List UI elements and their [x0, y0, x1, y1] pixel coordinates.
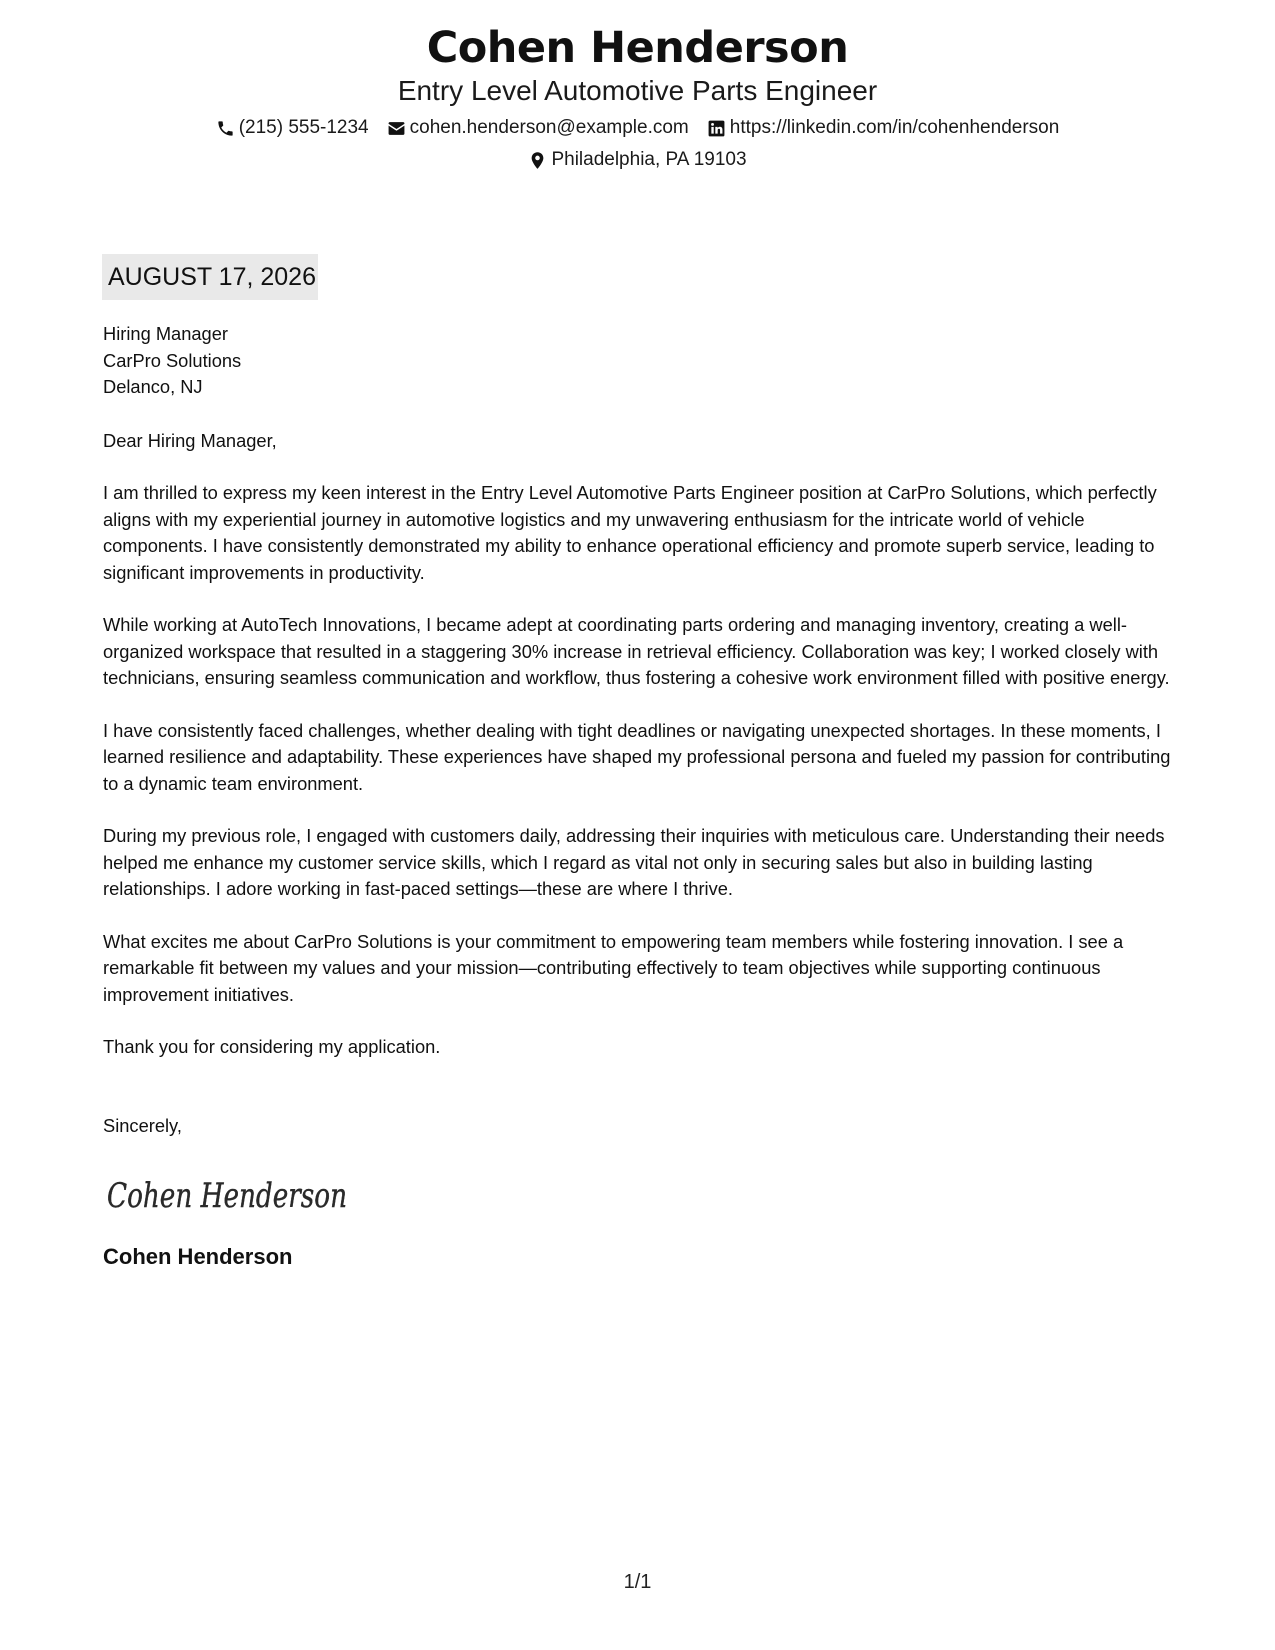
applicant-name: Cohen Henderson	[426, 23, 849, 73]
closing: Sincerely,	[103, 1114, 182, 1136]
contact-row-secondary	[0, 148, 1275, 172]
paragraph-2: While working at AutoTech Innovations, I became adept at coordinating parts ordering and managing inventory, creating a well-organized workspace that resulted in a staggering 30% increase in retrieval efficiency. Collaboration was key; I worked closely with technicians, ensuring seamless communication and workflow, thus fostering a cohesive work environment filled with positive energy.	[103, 614, 1170, 688]
linkedin-icon	[707, 119, 726, 138]
paragraph-4: During my previous role, I engaged with customers daily, addressing their inquiries with meticulous care. Understanding their needs helped me enhance my customer service skills, which I regard as vital not only in securing sales but also in building lasting relationships. I adore working in fast-paced settings—these are where I thrive.	[103, 825, 1165, 899]
contact-row-primary	[0, 116, 1275, 140]
signature-text: Cohen Henderson	[107, 1176, 347, 1216]
linkedin-contact	[707, 116, 1060, 140]
paragraph-3: I have consistently faced challenges, whether dealing with tight deadlines or navigating unexpected shortages. In these moments, I learned resilience and adaptability. These experiences have shaped my professional persona and fueled my passion for contributing to a dynamic team environment.	[103, 719, 1171, 794]
email-contact	[387, 116, 689, 140]
page-number: 1/1	[623, 1571, 652, 1593]
recipient-block	[103, 321, 1173, 401]
location-text: Philadelphia, PA 19103	[551, 149, 747, 170]
phone-icon	[216, 119, 235, 138]
phone-number: (215) 555-1234	[238, 117, 369, 138]
paragraph-1: I am thrilled to express my keen interest in the Entry Level Automotive Parts Engineer position at CarPro Solutions, which perfectly aligns with my experiential journey in automotive logistics and my unwavering enthusiasm for the intricate world of vehicle components. I have consistently demonstrated my ability to enhance operational efficiency and promote superb service, leading to significant improvements in productivity.	[103, 482, 1157, 583]
letter-header	[0, 22, 1275, 172]
envelope-icon	[387, 119, 406, 138]
map-pin-icon	[528, 151, 547, 170]
location-contact	[528, 148, 746, 172]
recipient-title: Hiring Manager	[103, 323, 228, 344]
linkedin-url: https://linkedin.com/in/cohenhenderson	[729, 117, 1060, 138]
recipient-location: Delanco, NJ	[103, 376, 203, 397]
paragraph-5: What excites me about CarPro Solutions is your commitment to empowering team members while fostering innovation. I see a remarkable fit between my values and your mission—contributing effectively to team objectives while supporting continuous improvement initiatives.	[103, 930, 1124, 1005]
job-title: Entry Level Automotive Parts Engineer	[397, 75, 878, 106]
phone-contact	[216, 116, 369, 140]
letter-body	[103, 321, 1173, 1271]
thank-you-line: Thank you for considering my application.	[103, 1036, 441, 1057]
salutation: Dear Hiring Manager,	[103, 429, 277, 451]
recipient-company: CarPro Solutions	[103, 349, 242, 371]
handwritten-signature	[105, 1167, 1173, 1223]
email-address: cohen.henderson@example.com	[409, 117, 689, 138]
letter-date: AUGUST 17, 2026	[102, 254, 318, 300]
signed-name: Cohen Henderson	[103, 1244, 293, 1269]
contact-info	[0, 116, 1275, 172]
